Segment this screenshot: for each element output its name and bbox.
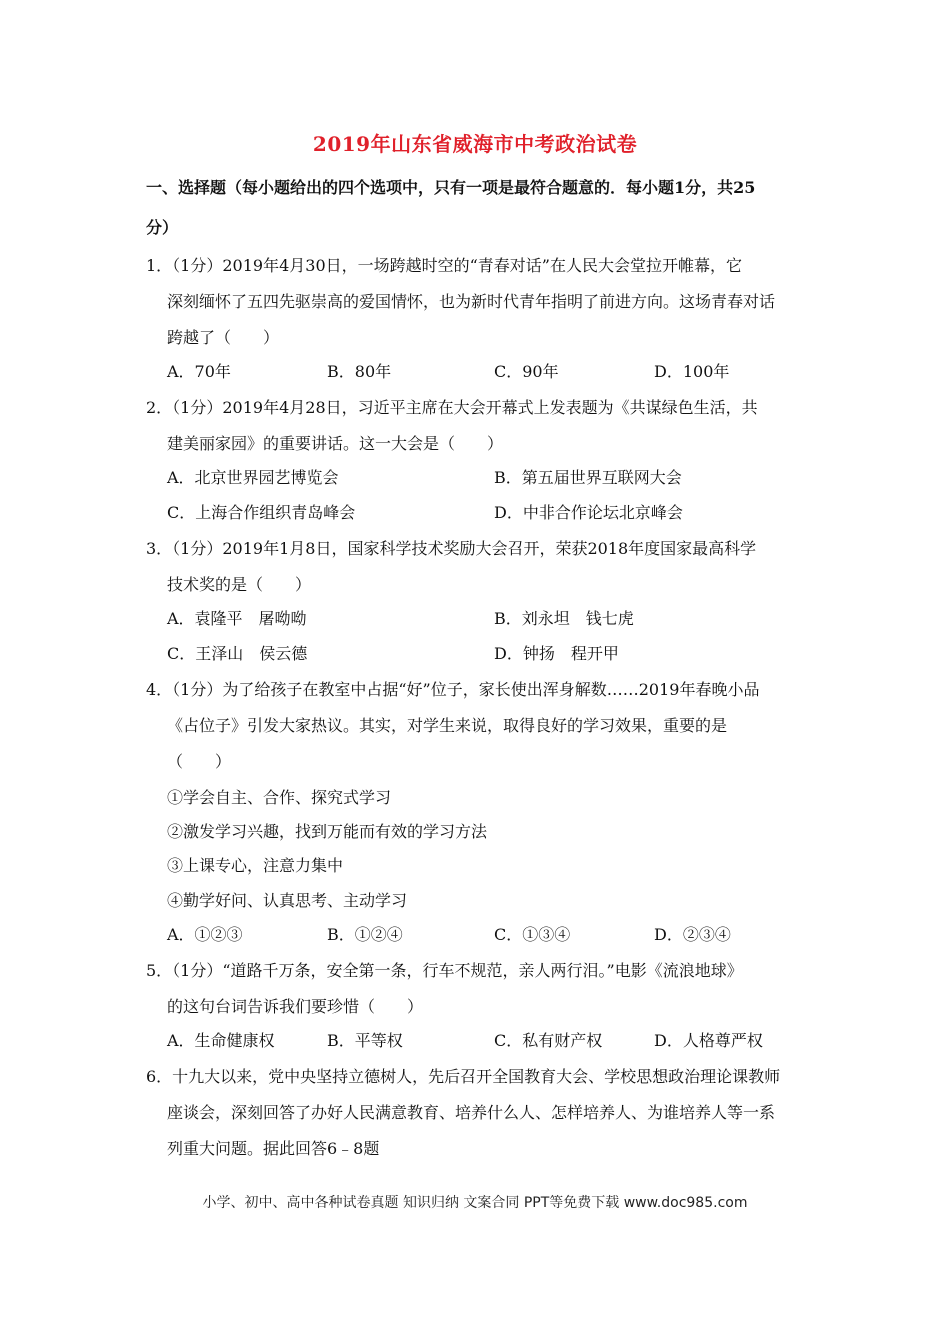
question-3-option-b: B．刘永坦 钱七虎 bbox=[494, 609, 634, 628]
question-3-line1: 3．（1分）2019年1月8日，国家科学技术奖励大会召开，荣获2018年度国家最高科学 bbox=[146, 539, 757, 558]
question-2-option-c: C．上海合作组织青岛峰会 bbox=[167, 503, 356, 522]
question-4-item-1: ①学会自主、合作、探究式学习 bbox=[167, 788, 392, 807]
question-5-line2: 的这句台词告诉我们要珍惜（ ） bbox=[167, 997, 424, 1016]
question-5-option-b: B．平等权 bbox=[327, 1031, 403, 1050]
question-1-option-d: D．100年 bbox=[654, 362, 730, 381]
question-3-option-a: A．袁隆平 屠呦呦 bbox=[167, 609, 307, 628]
question-4-line1: 4．（1分）为了给孩子在教室中占据“好”位子，家长使出浑身解数……2019年春晚小品 bbox=[146, 680, 760, 699]
exam-title: 2019年山东省威海市中考政治试卷 bbox=[312, 132, 638, 156]
question-5-line1: 5．（1分）“道路千万条，安全第一条，行车不规范，亲人两行泪。”电影《流浪地球》 bbox=[146, 961, 743, 980]
question-5-option-a: A．生命健康权 bbox=[167, 1031, 275, 1050]
question-1-line2: 深刻缅怀了五四先驱崇高的爱国情怀，也为新时代青年指明了前进方向。这场青春对话 bbox=[167, 292, 776, 311]
question-4-item-3: ③上课专心，注意力集中 bbox=[167, 856, 344, 875]
question-5-option-c: C．私有财产权 bbox=[494, 1031, 603, 1050]
question-3-line2: 技术奖的是（ ） bbox=[167, 575, 312, 594]
question-1-line3: 跨越了（ ） bbox=[167, 328, 280, 347]
question-4-item-4: ④勤学好问、认真思考、主动学习 bbox=[167, 891, 408, 910]
section-heading-line2: 分） bbox=[146, 218, 179, 237]
question-3-option-d: D．钟扬 程开甲 bbox=[494, 644, 619, 663]
question-2-option-a: A．北京世界园艺博览会 bbox=[167, 468, 339, 487]
question-6-line3: 列重大问题。据此回答6﹣8题 bbox=[167, 1139, 380, 1158]
question-6-line2: 座谈会，深刻回答了办好人民满意教育、培养什么人、怎样培养人、为谁培养人等一系 bbox=[167, 1103, 776, 1122]
question-1-option-b: B．80年 bbox=[327, 362, 392, 381]
question-4-item-2: ②激发学习兴趣，找到万能而有效的学习方法 bbox=[167, 822, 488, 841]
question-4-option-c: C．①③④ bbox=[494, 925, 571, 944]
question-2-option-d: D．中非合作论坛北京峰会 bbox=[494, 503, 683, 522]
question-2-option-b: B．第五届世界互联网大会 bbox=[494, 468, 682, 487]
question-1-option-a: A．70年 bbox=[167, 362, 231, 381]
question-5-option-d: D．人格尊严权 bbox=[654, 1031, 763, 1050]
question-4-option-d: D．②③④ bbox=[654, 925, 731, 944]
page-footer: 小学、初中、高中各种试卷真题 知识归纳 文案合同 PPT等免费下载 www.doc985.com bbox=[202, 1195, 748, 1211]
question-4-option-a: A．①②③ bbox=[167, 925, 243, 944]
question-4-option-b: B．①②④ bbox=[327, 925, 403, 944]
question-1-line1: 1．（1分）2019年4月30日，一场跨越时空的“青春对话”在人民大会堂拉开帷幕，它 bbox=[146, 256, 742, 275]
question-2-line2: 建美丽家园》的重要讲话。这一大会是（ ） bbox=[167, 434, 504, 453]
question-3-option-c: C．王泽山 侯云德 bbox=[167, 644, 308, 663]
question-4-line2: 《占位子》引发大家热议。其实，对学生来说，取得良好的学习效果，重要的是 bbox=[167, 716, 728, 735]
question-4-line3: （ ） bbox=[167, 752, 232, 771]
question-6-line1: 6．十九大以来，党中央坚持立德树人，先后召开全国教育大会、学校思想政治理论课教师 bbox=[146, 1067, 781, 1086]
section-heading-line1: 一、选择题（每小题给出的四个选项中，只有一项是最符合题意的．每小题1分，共25 bbox=[146, 178, 756, 197]
question-2-line1: 2．（1分）2019年4月28日，习近平主席在大会开幕式上发表题为《共谋绿色生活，共 bbox=[146, 398, 758, 417]
question-1-option-c: C．90年 bbox=[494, 362, 559, 381]
